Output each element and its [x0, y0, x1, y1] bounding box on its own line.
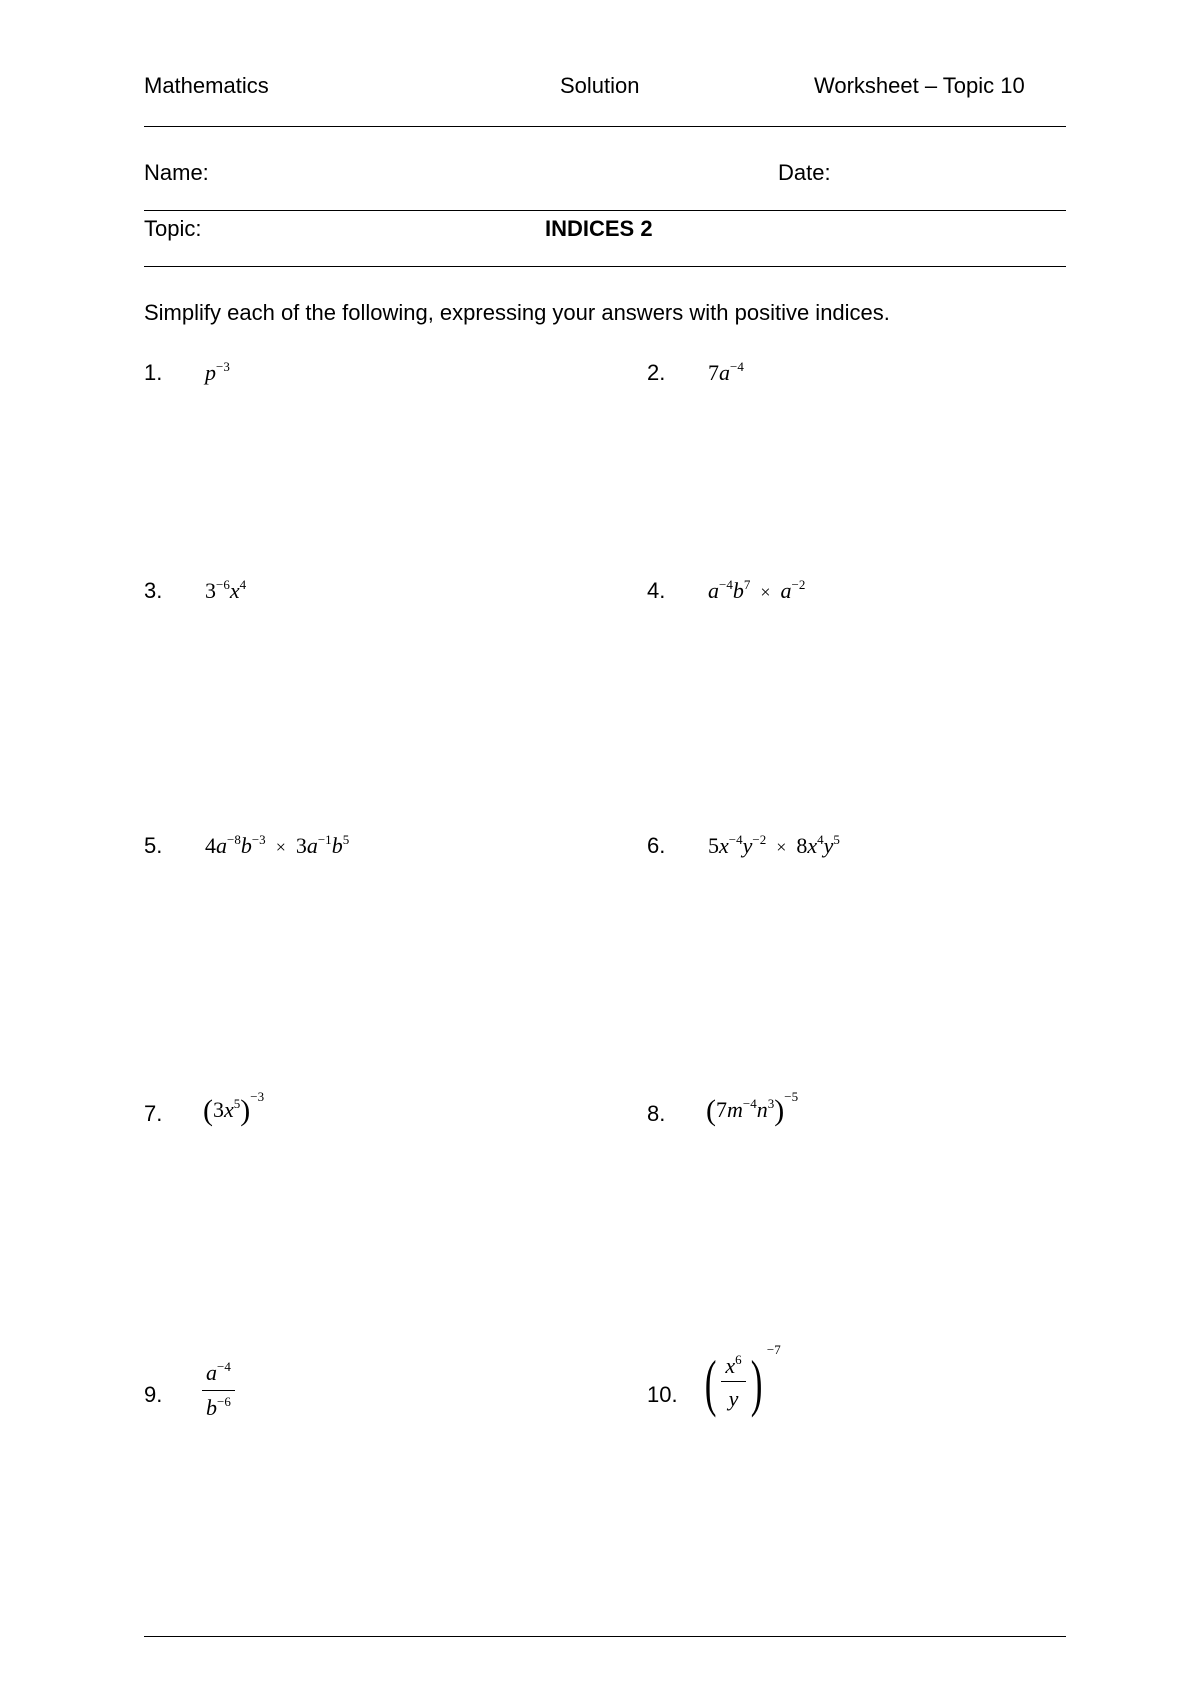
question-10-expression: ( $\frac{x^6}{y}$ ) $^{-7}$ [704, 1342, 781, 1418]
name-label: Name: [144, 160, 209, 185]
instructions: Simplify each of the following, expressing your answers with positive indices. [144, 300, 890, 325]
question-4-expression: $a^{-4}b^7 \times a^{-2}$ [708, 577, 806, 603]
date-label: Date: [778, 160, 831, 185]
question-2-expression: $7a^{-4}$ [708, 359, 744, 385]
question-5-number: 5. [144, 833, 163, 858]
question-1-expression: $p^{-3}$ [205, 359, 230, 385]
subject-label: Mathematics [144, 73, 269, 98]
question-1-number: 1. [144, 360, 163, 385]
question-7-expression: $(3x^5)^{-3}$ [203, 1089, 265, 1127]
question-9-expression: $\frac{a^{-4}}{b^{-6}}$ [202, 1360, 235, 1421]
topic-value: INDICES 2 [545, 216, 653, 241]
question-3-expression: $3^{-6}x^4$ [205, 577, 247, 603]
topic-label: Topic: [144, 216, 202, 241]
question-9-number: 9. [144, 1382, 163, 1407]
question-7-number: 7. [144, 1101, 163, 1126]
question-8-number: 8. [647, 1101, 666, 1126]
question-5-expression: $4a^{-8}b^{-3} \times 3a^{-1}b^5$ [205, 832, 350, 858]
question-6-expression: $5x^{-4}y^{-2} \times 8x^4y^5$ [708, 832, 840, 858]
question-6-number: 6. [647, 833, 666, 858]
question-2-number: 2. [647, 360, 666, 385]
question-4-number: 4. [647, 578, 666, 603]
question-8-expression: $(7m^{-4}n^3)^{-5}$ [706, 1089, 799, 1127]
question-3-number: 3. [144, 578, 163, 603]
topic-rule [144, 266, 1066, 267]
question-10-number: 10. [647, 1382, 678, 1407]
name-rule [144, 210, 1066, 211]
worksheet-label: Worksheet – Topic 10 [814, 73, 1025, 98]
document-type-label: Solution [560, 73, 640, 98]
footer-rule [144, 1636, 1066, 1637]
header-rule [144, 126, 1066, 127]
